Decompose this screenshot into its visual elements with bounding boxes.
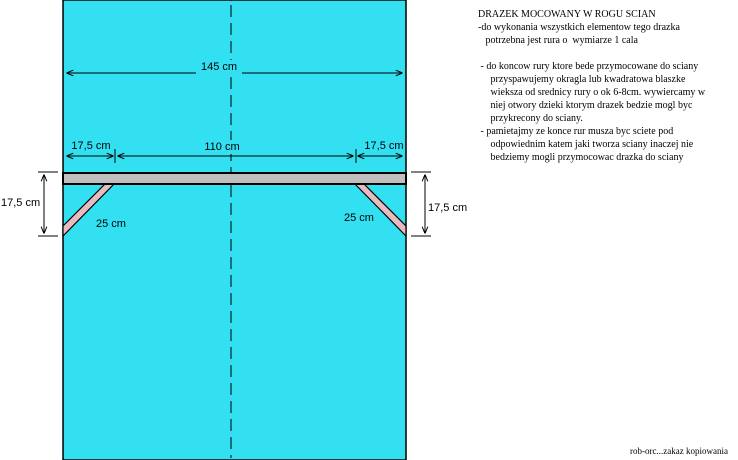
instruction-line: przyspawujemy okragla lub kwadratowa blaszke bbox=[478, 74, 686, 85]
right-offset-label: 17,5 cm bbox=[364, 140, 404, 152]
left-brace-label: 25 cm bbox=[96, 218, 126, 230]
instruction-line: przykrecony do sciany. bbox=[478, 113, 583, 124]
instruction-line: potrzebna jest rura o wymiarze 1 cala bbox=[478, 35, 638, 46]
instruction-line: niej otwory dzieki ktorym drazek bedzie mogl byc bbox=[478, 100, 693, 111]
instruction-line: -do wykonania wszystkich elementow tego drazka bbox=[478, 22, 680, 33]
instructions-text bbox=[478, 8, 736, 164]
instruction-line: wieksza od srednicy rury o ok 6-8cm. wywiercamy w bbox=[478, 87, 706, 98]
instruction-line bbox=[478, 47, 736, 60]
instruction-line: odpowiednim katem jaki tworza sciany inaczej nie bbox=[478, 139, 694, 150]
left-height-label: 17,5 cm bbox=[1, 197, 41, 209]
instruction-line: - pamietajmy ze konce rur musza byc sciete pod bbox=[478, 126, 674, 137]
right-height-label: 17,5 cm bbox=[428, 202, 468, 214]
instruction-line: - do koncow rury ktore bede przymocowane do sciany bbox=[478, 61, 699, 72]
copyright-footer: rob-orc...zakaz kopiowania bbox=[630, 446, 728, 456]
horizontal-bar bbox=[63, 173, 406, 184]
instructions-title: DRAZEK MOCOWANY W ROGU SCIAN bbox=[478, 9, 656, 20]
instruction-line: bedziemy mogli przymocowac drazka do sciany bbox=[478, 152, 684, 163]
middle-span-label: 110 cm bbox=[204, 141, 240, 153]
overall-width-label: 145 cm bbox=[200, 61, 238, 73]
left-offset-label: 17,5 cm bbox=[71, 140, 111, 152]
right-brace-label: 25 cm bbox=[344, 212, 374, 224]
